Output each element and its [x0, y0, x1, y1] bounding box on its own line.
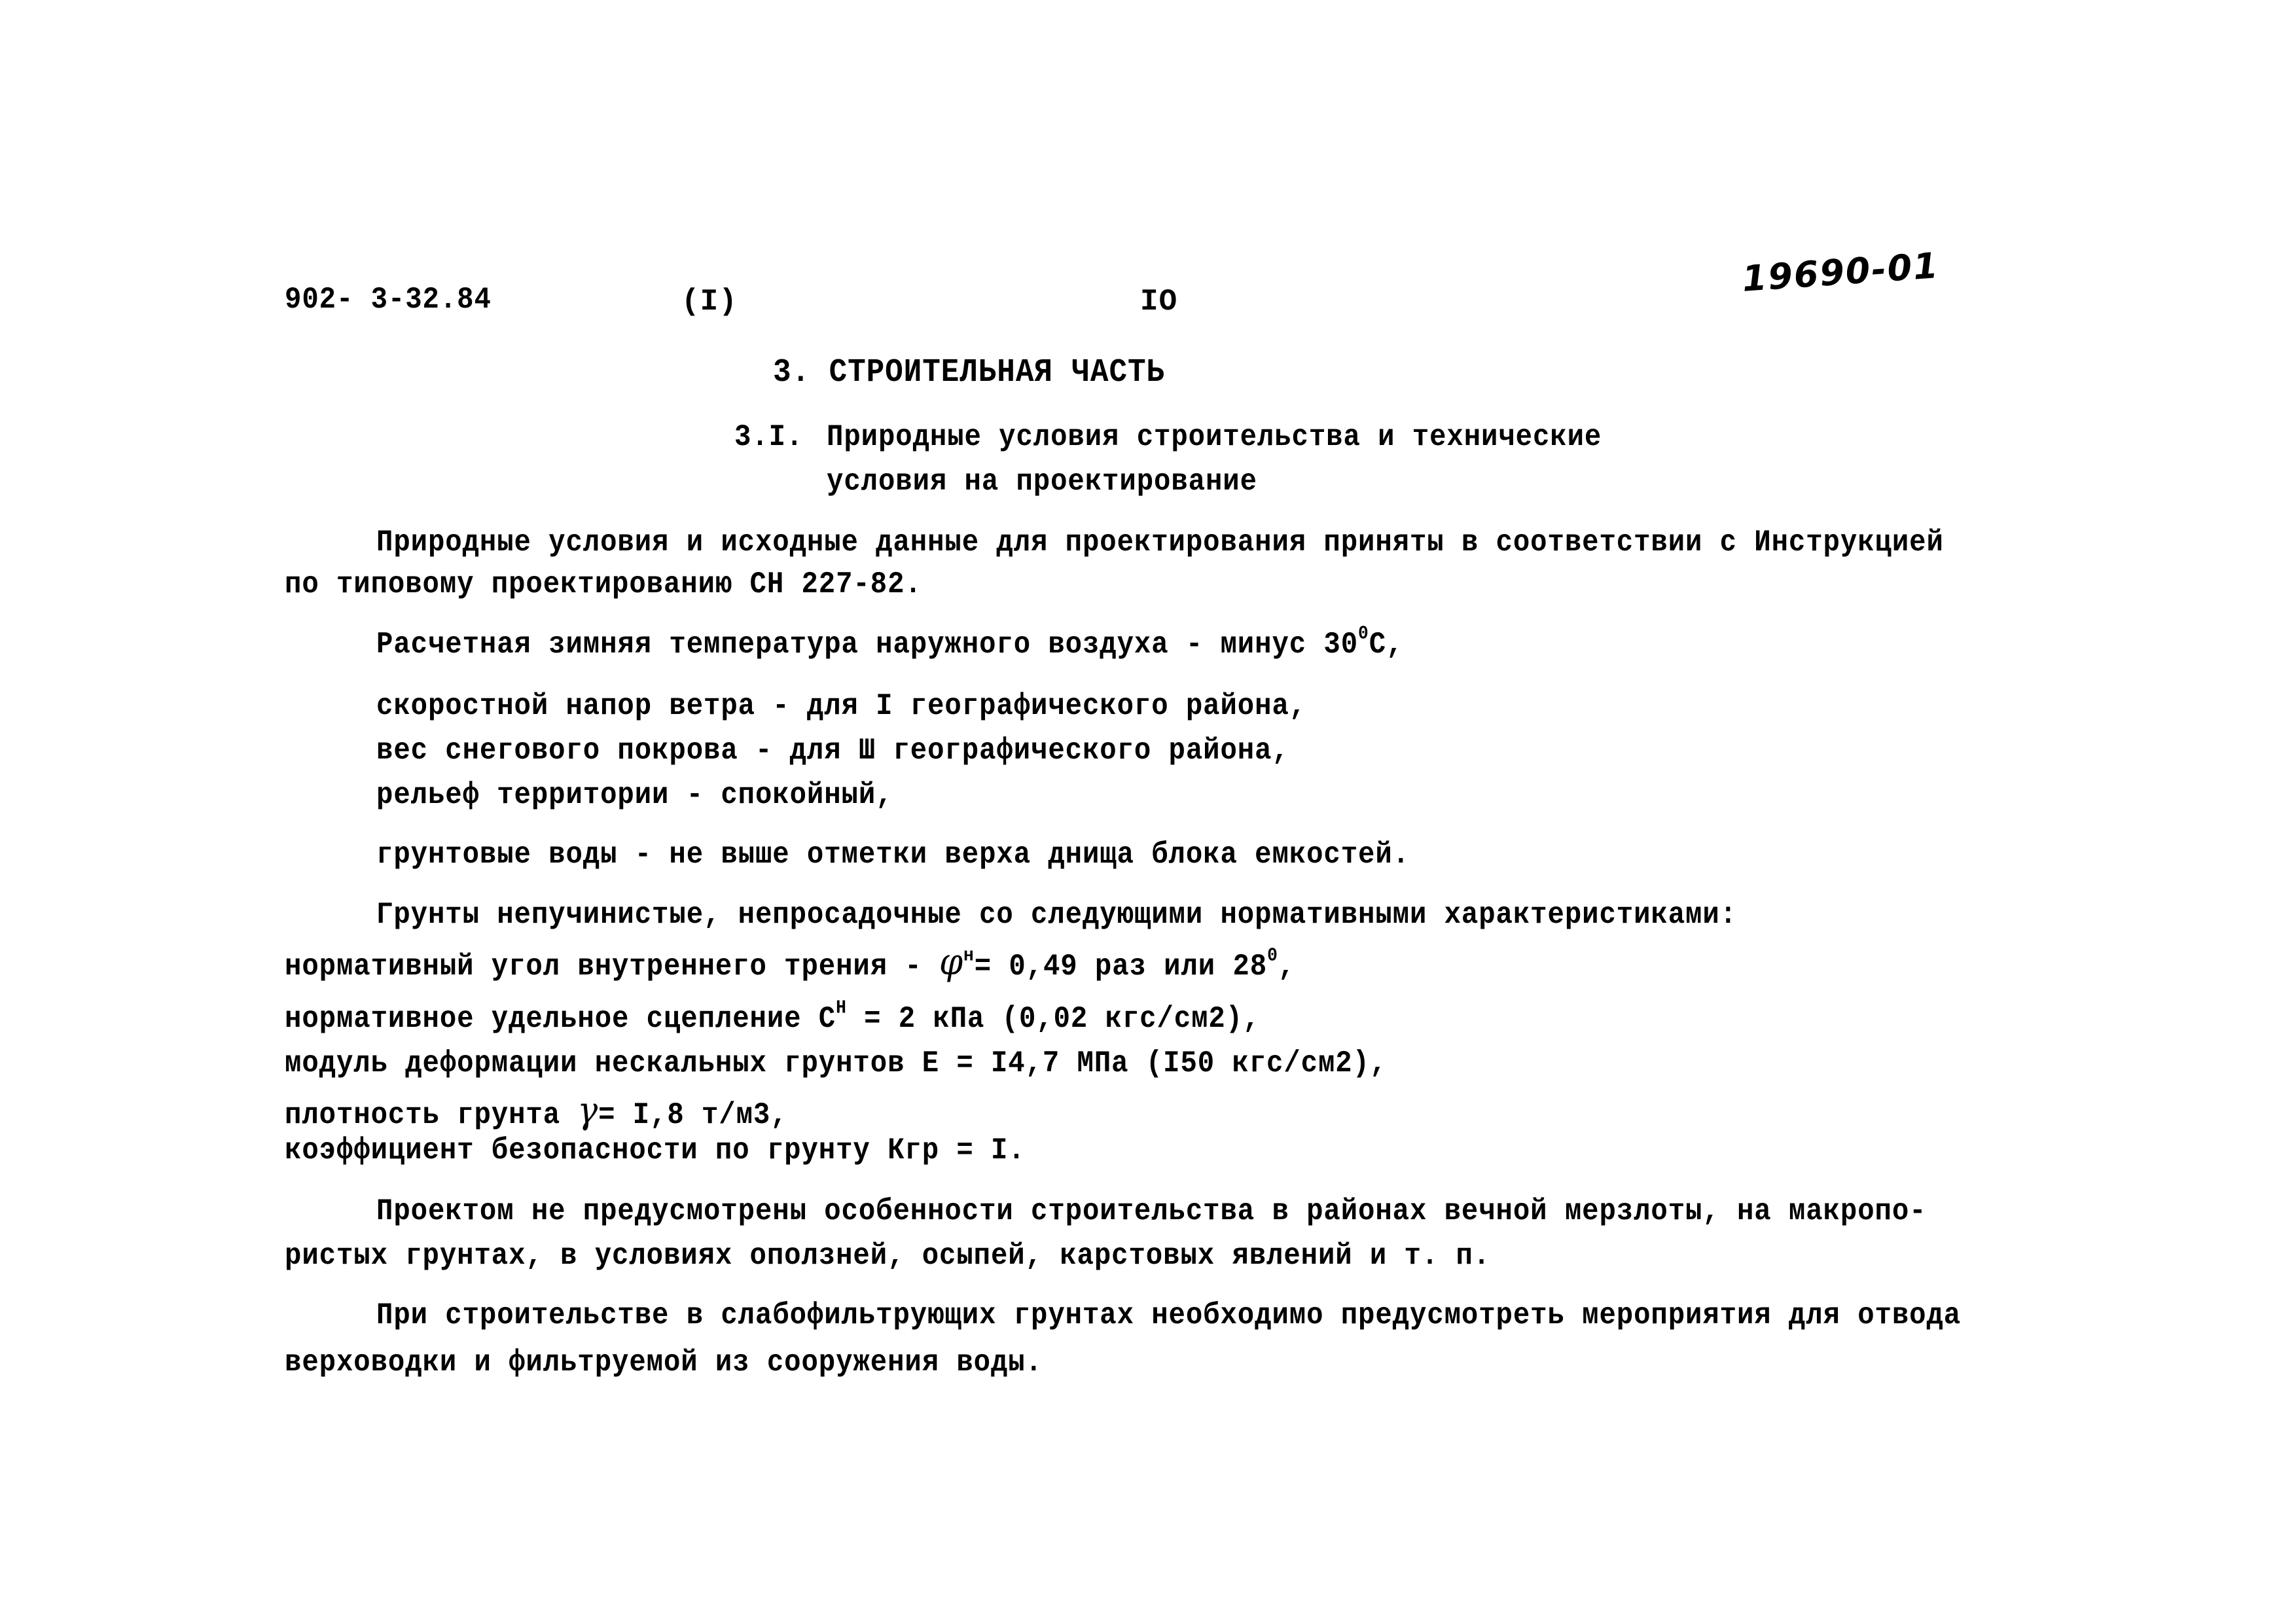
snow-load: вес снегового покрова - для Ш географического района, — [376, 734, 1289, 768]
intro-paragraph-line1: Природные условия и исходные данные для проектирования приняты в соответствии с Инструкцией — [376, 526, 1944, 560]
comma: , — [1278, 950, 1296, 984]
temperature-unit: С, — [1369, 628, 1404, 662]
soil-density — [285, 1090, 788, 1132]
cohesion-value: = 2 кПа (0,02 кгс/см2), — [846, 1002, 1261, 1036]
density-value: = I,8 т/м3, — [598, 1098, 788, 1132]
intro-paragraph-line2: по типовому проектированию СН 227-82. — [285, 567, 922, 601]
degree-mark: 0 — [1358, 622, 1369, 645]
project-limitations-line1: Проектом не предусмотрены особенности строительства в районах вечной мерзлоты, на макропо- — [376, 1194, 1927, 1228]
normative-superscript: Н — [836, 997, 847, 1019]
wind-pressure: скоростной напор ветра - для I географического района, — [376, 689, 1307, 723]
drainage-note-line2: верховодки и фильтруемой из сооружения воды. — [285, 1346, 1043, 1380]
phi-symbol: φ — [939, 941, 964, 984]
deformation-modulus: модуль деформации нескальных грунтов Е = I4,7 МПа (I50 кгс/см2), — [285, 1046, 1388, 1080]
part-number: (I) — [681, 285, 738, 319]
subsection-title-line2: условия на проектирование — [827, 465, 1257, 499]
design-temperature — [376, 622, 1404, 662]
terrain-relief: рельеф территории - спокойный, — [376, 778, 893, 812]
drainage-note-line1: При строительстве в слабофильтрующих грунтах необходимо предусмотреть мероприятия для отвода — [376, 1298, 1962, 1332]
safety-coefficient: коэффициент безопасности по грунту Кгр = I. — [285, 1133, 1026, 1168]
degree-mark: 0 — [1267, 944, 1278, 967]
cohesion-label: нормативное удельное сцепление С — [285, 1002, 836, 1036]
internal-friction-angle — [285, 941, 1296, 984]
temperature-text: Расчетная зимняя температура наружного воздуха - минус 30 — [376, 628, 1359, 662]
density-label: плотность грунта — [285, 1098, 578, 1132]
document-code: 902- 3-32.84 — [285, 283, 492, 317]
subsection-title-line1: Природные условия строительства и технические — [827, 420, 1602, 454]
subsection-number: 3.I. — [734, 420, 804, 454]
specific-cohesion — [285, 997, 1261, 1036]
soil-description: Грунты непучинистые, непросадочные со следующими нормативными характеристиками: — [376, 898, 1737, 932]
gamma-symbol: γ — [577, 1090, 599, 1132]
handwritten-inventory-number: 19690-01 — [1740, 244, 1941, 300]
section-title: 3. СТРОИТЕЛЬНАЯ ЧАСТЬ — [773, 354, 1166, 391]
normative-superscript: н — [963, 944, 975, 967]
friction-label: нормативный угол внутреннего трения - — [285, 950, 940, 984]
friction-value: = 0,49 раз или 28 — [974, 950, 1268, 984]
project-limitations-line2: ристых грунтах, в условиях оползней, осыпей, карстовых явлений и т. п. — [285, 1239, 1491, 1273]
page-number: IO — [1140, 285, 1178, 319]
groundwater-level: грунтовые воды - не выше отметки верха днища блока емкостей. — [376, 838, 1410, 872]
